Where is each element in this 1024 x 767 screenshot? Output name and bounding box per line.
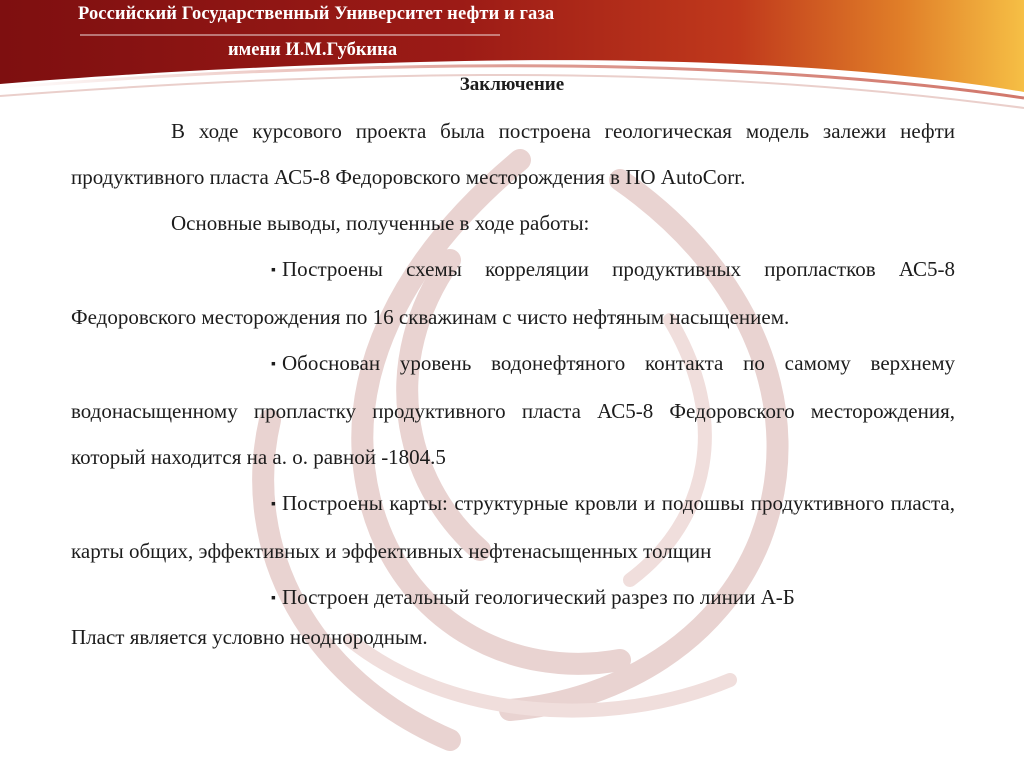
conclusions-lead: Основные выводы, полученные в ходе работы: (171, 211, 590, 235)
bullet-icon: ▪ (271, 357, 276, 372)
university-subtitle: имени И.М.Губкина (228, 40, 398, 60)
bullet-text: Построен детальный геологический разрез по линии А-Б (281, 585, 795, 609)
bullet-icon: ▪ (271, 591, 276, 606)
bullet-item (71, 340, 955, 480)
closing-paragraph: Пласт является условно неоднородным. (71, 625, 428, 649)
bullet-text: Обоснован уровень водонефтяного контакта по самому верхнему водонасыщенному пропластку продуктивного пласта АС5-8 Федоровского месторождения, который находится на а. о. равной -1804.5 (71, 351, 955, 469)
university-title: Российский Государственный Университет нефти и газа (78, 4, 555, 24)
bullet-icon: ▪ (271, 497, 276, 512)
bullet-icon: ▪ (271, 263, 276, 278)
bullet-item (71, 574, 955, 622)
bullet-text: Построены схемы корреляции продуктивных пропластков АС5-8 Федоровского месторождения по 16 скважинам с чисто нефтяным насыщением. (71, 257, 955, 329)
bullet-item (71, 246, 955, 340)
intro-paragraph: В ходе курсового проекта была построена геологическая модель залежи нефти продуктивного пласта АС5-8 Федоровского месторождения в ПО AutoCorr. (71, 119, 955, 189)
bullet-item (71, 480, 955, 574)
section-heading: Заключение (459, 74, 565, 95)
bullet-text: Построены карты: структурные кровли и подошвы продуктивного пласта, карты общих, эффективных и эффективных нефтенасыщенных толщин (71, 491, 955, 563)
conclusion-body (71, 68, 955, 652)
